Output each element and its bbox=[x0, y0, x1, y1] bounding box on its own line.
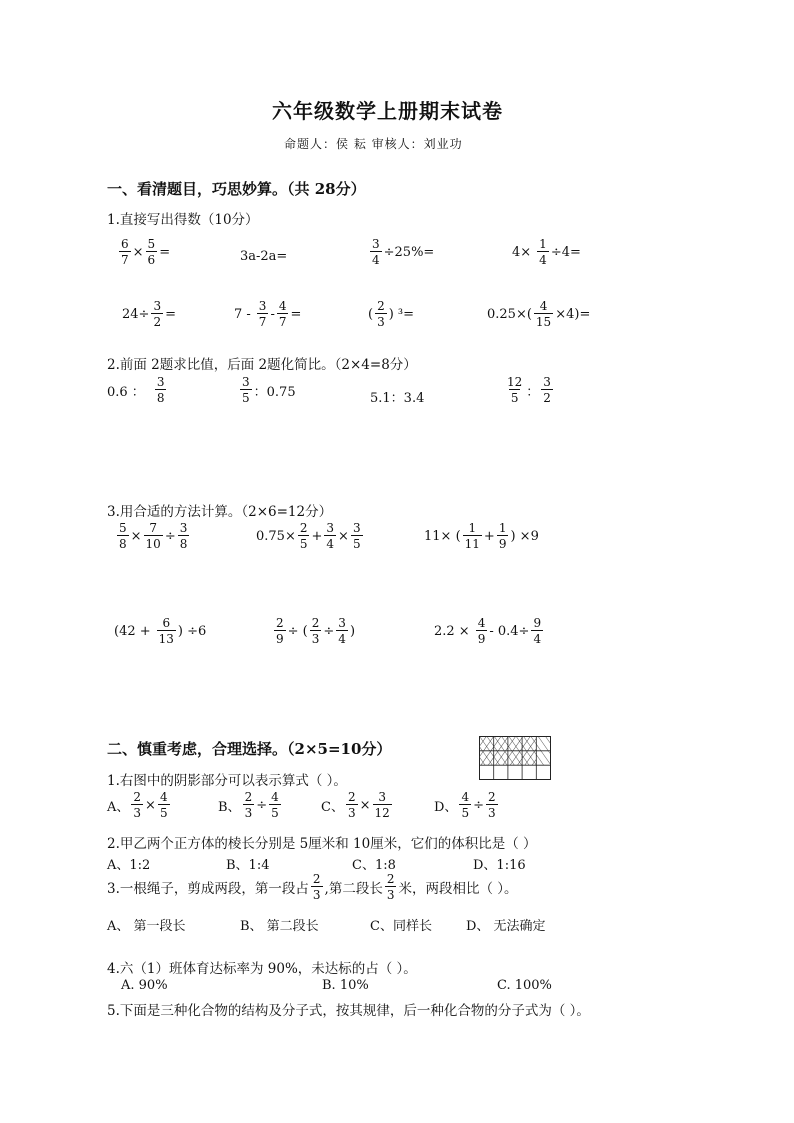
q3-expr-3: 11× ( 1 11 + $\frac{1}{9}$ ) ×9 bbox=[424, 521, 539, 551]
s2-q2-option-d[interactable]: D、1:16 bbox=[473, 858, 526, 873]
s2-q4-option-c[interactable]: C. 100% bbox=[497, 978, 552, 993]
q1-expr-1: $\frac{6}{7}$ × $\frac{5}{6}$ = bbox=[121, 237, 171, 267]
s2-q2-option-b[interactable]: B、1:4 bbox=[226, 858, 270, 873]
q1-text: 1.直接写出得数（10分） bbox=[107, 212, 259, 228]
q3-expr-1: $\frac{5}{8}$ × $\frac{7}{10}$ ÷ $\frac{3}{8}$ bbox=[119, 521, 188, 551]
s2-q3-option-c[interactable]: C、同样长 bbox=[370, 919, 432, 934]
s2-q5-text: 5.下面是三种化合物的结构及分子式，按其规律，后一种化合物的分子式为（ ）。 bbox=[107, 1003, 590, 1019]
q2-expr-3: 5.1：3.4 bbox=[370, 391, 425, 406]
q3-expr-5: $\frac{2}{9}$ ÷ ( $\frac{2}{3}$ ÷ $\frac{3}{4}$ ) bbox=[276, 616, 356, 646]
s2-q1-option-a[interactable]: A、 $\frac{2}{3}$ × $\frac{4}{5}$ bbox=[107, 790, 168, 820]
q2-expr-1: 0.6 ： 3 8 bbox=[107, 375, 165, 405]
s2-q4-text: 4.六（1）班体育达标率为 90%，未达标的占（ ）。 bbox=[107, 961, 417, 977]
s2-q1-text: 1.右图中的阴影部分可以表示算式（ ）。 bbox=[107, 773, 347, 789]
section1-heading: 一、看清题目，巧思妙算。（共 28分） bbox=[107, 180, 366, 198]
s2-q3-option-d[interactable]: D、 无法确定 bbox=[466, 919, 546, 934]
q3-expr-6: 2.2 × 4 9 - 0.4÷ $\frac{9}{4}$ bbox=[434, 616, 542, 646]
s2-q4-option-a[interactable]: A. 90% bbox=[121, 978, 168, 993]
q2-expr-2: 3 5 ：0.75 bbox=[242, 375, 296, 405]
s2-q2-text: 2.甲乙两个正方体的棱长分别是 5厘米和 10厘米，它们的体积比是（ ） bbox=[107, 836, 537, 852]
s2-q2-option-c[interactable]: C、1:8 bbox=[352, 858, 396, 873]
q1-expr-3: $\frac{3}{4}$ ÷25%= bbox=[372, 237, 435, 267]
page-title: 六年级数学上册期末试卷 bbox=[272, 99, 503, 123]
q2-expr-4: 12 5 ： 3 2 bbox=[507, 375, 551, 405]
s2-q2-option-a[interactable]: A、1:2 bbox=[107, 858, 151, 873]
fraction: $\frac{6}{7}$ bbox=[121, 237, 129, 267]
authors-line: 命题人：侯 耘 审核人：刘业功 bbox=[284, 137, 463, 151]
s2-q1-option-c[interactable]: C、 $\frac{2}{3}$ × $\frac{3}{12}$ bbox=[321, 790, 390, 820]
q2-text: 2.前面 2题求比值，后面 2题化简比。（2×4=8分） bbox=[107, 357, 417, 373]
q3-expr-2: 0.75× $\frac{2}{5}$ + $\frac{3}{4}$ × $\frac{3}{5}$ bbox=[256, 521, 361, 551]
section2-heading: 二、慎重考虑，合理选择。（2×5=10分） bbox=[107, 740, 392, 758]
fraction: $\frac{5}{6}$ bbox=[147, 237, 156, 267]
s2-q4-option-b[interactable]: B. 10% bbox=[322, 978, 369, 993]
q1-expr-2: 3a-2a= bbox=[240, 249, 288, 264]
s2-q3-option-a[interactable]: A、 第一段长 bbox=[107, 919, 186, 934]
q1-expr-4: 4× $\frac{1}{4}$ ÷4= bbox=[512, 237, 581, 267]
q3-expr-4: (42 + 6 13 ) ÷6 bbox=[114, 616, 207, 646]
q1-expr-8: 0.25×( $\frac{4}{15}$ ×4)= bbox=[487, 299, 591, 329]
s2-q3-text: 3.一根绳子，剪成两段，第一段占 2 3 ,第二段长 2 3 米，两段相比（ ）。 bbox=[107, 872, 518, 902]
q3-text: 3.用合适的方法计算。（2×6=12分） bbox=[107, 504, 333, 520]
q1-expr-7: ( 2 3 ) ³= bbox=[368, 299, 415, 329]
s2-q1-option-b[interactable]: B、 $\frac{2}{3}$ ÷ $\frac{4}{5}$ bbox=[218, 790, 279, 820]
shaded-grid-figure bbox=[479, 736, 551, 780]
q1-expr-5: 24÷ $\frac{3}{2}$ = bbox=[122, 299, 176, 329]
q1-expr-6: 7 - 3 7 - $\frac{4}{7}$ = bbox=[234, 299, 302, 329]
s2-q1-option-d[interactable]: D、 $\frac{4}{5}$ ÷ $\frac{2}{3}$ bbox=[434, 790, 496, 820]
s2-q3-option-b[interactable]: B、 第二段长 bbox=[240, 919, 319, 934]
